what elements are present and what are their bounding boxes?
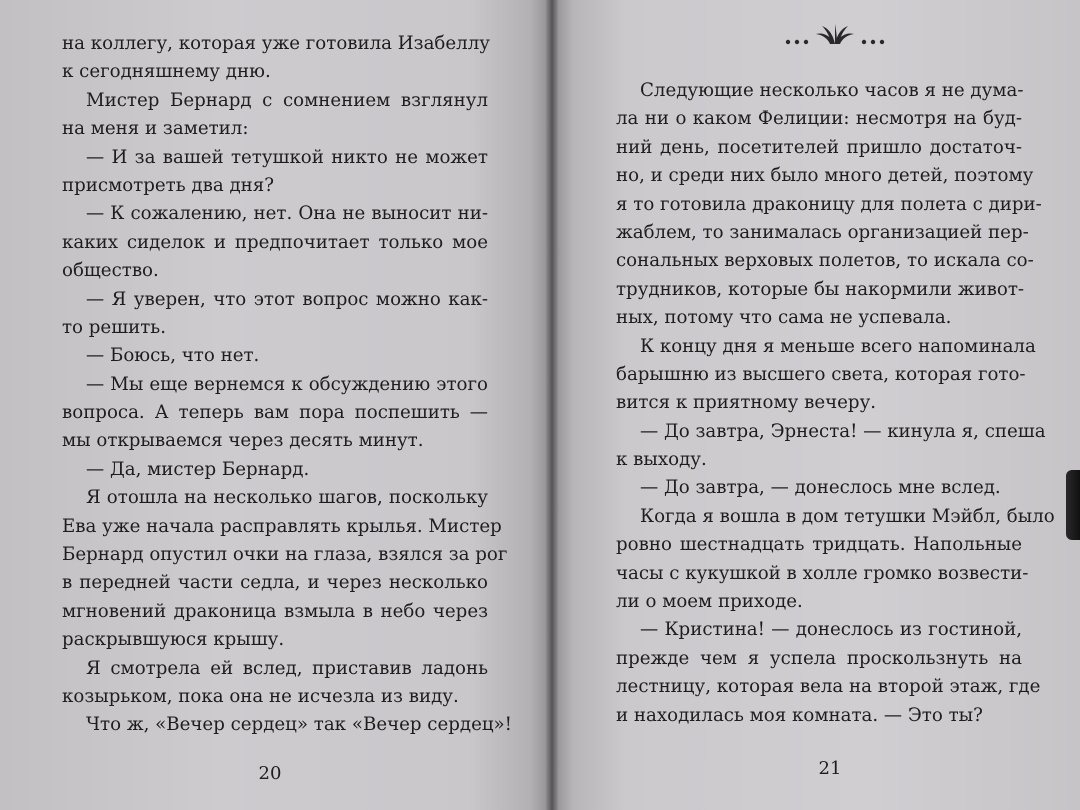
text-line: каких сиделок и предпочитает только мое xyxy=(62,231,488,253)
text-line: Я отошла на несколько шагов, поскольку xyxy=(86,487,488,509)
text-line: Ева уже начала расправлять крылья. Мистер xyxy=(62,515,502,537)
text-line: ла ни о каком Фелиции: несмотря на буд- xyxy=(616,108,1022,130)
text-line: общество. xyxy=(62,260,159,282)
chapter-ornament-icon xyxy=(780,22,890,52)
text-line: на меня и заметил: xyxy=(62,118,249,140)
text-line: жаблем, то занималась организацией пер- xyxy=(616,221,1029,243)
text-line: часы с кукушкой в холле громко возвести- xyxy=(616,562,1029,584)
text-line: я то готовила драконицу для полета с дири- xyxy=(616,193,1042,215)
text-line: козырьком, пока она не исчезла из виду. xyxy=(62,685,459,707)
text-line: — Я уверен, что этот вопрос можно как- xyxy=(86,288,488,310)
text-line: к сегодняшнему дню. xyxy=(62,61,271,83)
text-line: мы открываемся через десять минут. xyxy=(62,430,424,452)
left-page-text xyxy=(62,30,512,740)
right-page-text xyxy=(616,77,1055,730)
text-line: К концу дня я меньше всего напоминала xyxy=(640,335,1036,357)
text-line: — Да, мистер Бернард. xyxy=(86,458,310,480)
text-line: Бернард опустил очки на глаза, взялся за рог xyxy=(62,544,508,566)
right-page-number: 21 xyxy=(818,758,842,779)
text-line: — Мы еще вернемся к обсуждению этого xyxy=(86,373,488,395)
binder-clip xyxy=(1066,470,1080,540)
text-line: к выходу. xyxy=(616,449,707,471)
text-line: ли о моем приходе. xyxy=(616,591,803,613)
text-line: — Боюсь, что нет. xyxy=(86,345,260,367)
text-line: — И за вашей тетушкой никто не может xyxy=(86,146,488,168)
book-gutter xyxy=(545,0,559,810)
text-line: раскрывшуюся крышу. xyxy=(62,629,285,651)
text-line: — До завтра, — донеслось мне вслед. xyxy=(640,477,1001,499)
text-line: ний день, посетителей пришло достаточ- xyxy=(616,136,1022,158)
text-line: — До завтра, Эрнеста! — кинула я, спеша xyxy=(640,420,1046,442)
text-line: Когда я вошла в дом тетушки Мэйбл, было xyxy=(640,505,1055,527)
text-line: мгновений драконица взмыла в небо через xyxy=(62,600,488,622)
text-line: — К сожалению, нет. Она не выносит ни- xyxy=(86,203,488,225)
text-line: вится к приятному вечеру. xyxy=(616,392,877,414)
text-line: присмотреть два дня? xyxy=(62,174,274,196)
text-line: барышню из высшего света, которая гото- xyxy=(616,363,1026,385)
text-line: лестницу, которая вела на второй этаж, где xyxy=(616,676,1041,698)
text-line: ровно шестнадцать тридцать. Напольные xyxy=(616,534,1022,556)
text-line: сональных верховых полетов, то искала со- xyxy=(616,250,1034,272)
text-line: — Кристина! — донеслось из гостиной, xyxy=(640,619,1022,641)
text-line: и находилась моя комната. — Это ты? xyxy=(616,704,983,726)
text-line: ных, потому что сама не успевала. xyxy=(616,307,952,329)
left-page-number: 20 xyxy=(258,763,282,784)
text-line: Мистер Бернард с сомнением взглянул xyxy=(86,89,488,111)
text-line: прежде чем я успела проскользнуть на xyxy=(616,647,1022,669)
text-line: трудников, которые бы накормили живот- xyxy=(616,278,1025,300)
text-line: Что ж, «Вечер сердец» так «Вечер сердец»! xyxy=(86,714,512,736)
text-line: Я смотрела ей вслед, приставив ладонь xyxy=(86,657,488,679)
text-line: на коллегу, которая уже готовила Изабеллу xyxy=(62,33,490,54)
right-page xyxy=(552,0,1080,810)
text-line: Следующие несколько часов я не дума- xyxy=(640,80,1024,101)
text-line: вопроса. А теперь вам пора поспешить — xyxy=(62,402,488,424)
text-line: в передней части седла, и через несколько xyxy=(62,572,488,594)
text-line: то решить. xyxy=(62,316,166,338)
text-line: но, и среди них было много детей, поэтому xyxy=(616,165,1034,187)
